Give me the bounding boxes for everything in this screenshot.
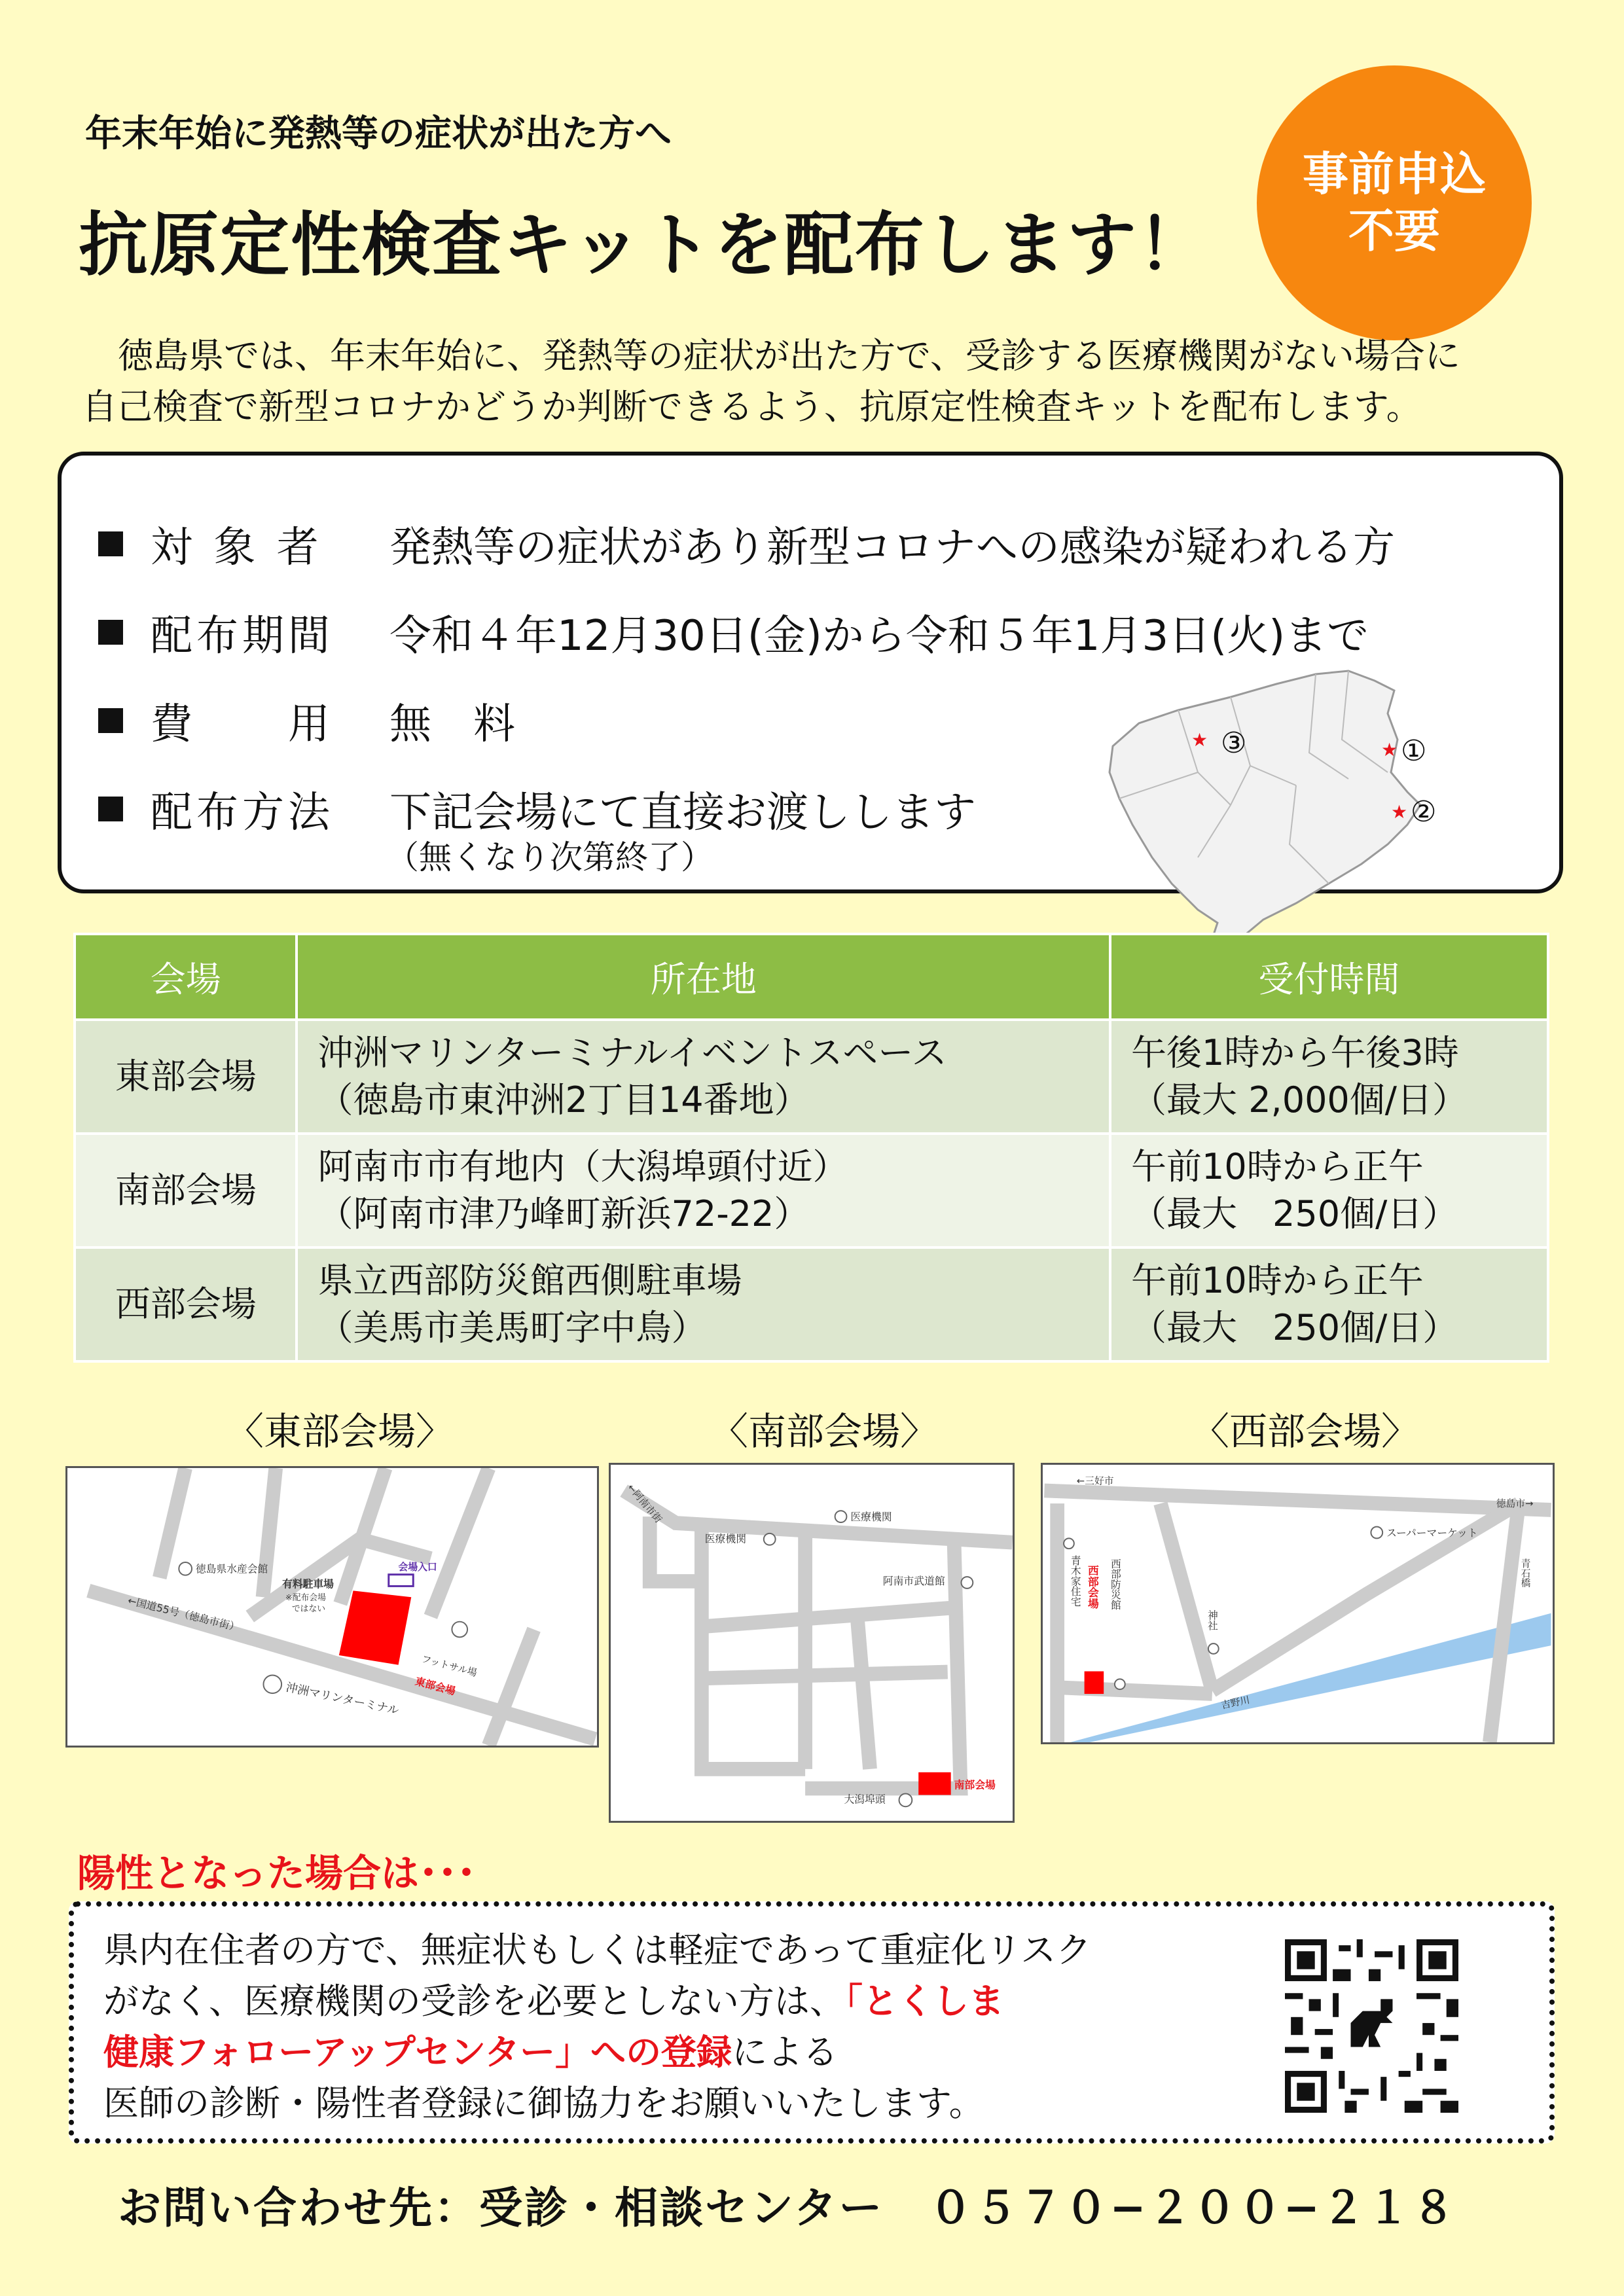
address-sub: （徳島市東沖洲2丁目14番地） [317,1079,810,1121]
map-title-east: 〈東部会場〉 [226,1409,454,1454]
venue-name: 南部会場 [75,1134,297,1247]
positive-heading: 陽性となった場合は･･･ [77,1851,477,1895]
capacity-line: （最大 250個/日） [1131,1193,1458,1234]
label-yoshino: 吉野川 [1219,1694,1251,1712]
label-venue-west: 西部会場 [1086,1564,1100,1609]
positive-line2-text: がなく、医療機関の受診を必要としない方は、 [103,1981,845,2022]
table-row [75,1247,1548,1361]
hours-line: 午前10時から正午 [1131,1146,1424,1187]
label-route55: ←国道55号（徳島市街） [126,1594,242,1634]
label-hospital1: 医療機関 [850,1511,892,1524]
header-hours: 受付時間 [1110,934,1548,1020]
positive-line3-text: による [732,2032,839,2073]
badge-line1: 事前申込 [1303,147,1486,201]
label-futsal: フットサル場 [420,1653,478,1679]
label-shrine: 神社 [1206,1609,1219,1631]
header-venue: 会場 [75,934,297,1020]
positive-text [103,1925,1282,2129]
venue-hours [1110,1247,1548,1361]
no-reservation-badge [1257,65,1532,340]
label-budokan: 阿南市武道館 [882,1574,945,1587]
positive-line3-highlight: 健康フォローアップセンター」への登録 [103,2032,732,2073]
positive-line3 [103,2027,1282,2078]
info-note: （無くなり次第終了） [386,838,713,876]
hours-line: 午前10時から正午 [1131,1260,1424,1301]
venue-address [297,1134,1110,1247]
info-label: 費 用 [151,700,334,749]
positive-line1: 県内在住者の方で、無症状もしくは軽症であって重症化リスク [103,1929,1092,1971]
info-row-method [98,779,976,839]
venue-hours [1110,1134,1548,1247]
label-suisan: 徳島県水産会館 [195,1562,268,1575]
entrance-marker [389,1575,413,1587]
label-aoki: 青木家住宅 [1069,1555,1082,1607]
table-row [75,1020,1548,1134]
address-sub: （美馬市美馬町字中鳥） [317,1307,707,1348]
map-title-west: 〈西部会場〉 [1191,1409,1420,1454]
label-pier: 大潟埠頭 [844,1793,886,1806]
label-parking: 有料駐車場 [282,1577,334,1590]
map-south [609,1463,1015,1823]
info-label: 配布方法 [151,789,334,837]
label-to-city: ←阿南市街 [625,1482,664,1526]
bullet-square-icon [98,531,123,556]
marker-star-icon: ★ [1381,739,1398,761]
venue-name: 東部会場 [75,1020,297,1134]
info-row-period [98,602,1369,662]
marker-label: ① [1401,734,1427,768]
positive-line2 [103,1976,1282,2027]
marker-star-icon: ★ [1391,801,1408,823]
label-parking-note2: ではない [291,1604,326,1614]
label-miyoshi: ←三好市 [1076,1475,1114,1487]
marker-star-icon: ★ [1191,729,1208,751]
venue-marker-east [339,1590,411,1664]
venue-marker-south [918,1772,950,1795]
prefecture-map [1100,661,1466,956]
label-aoishi: 青石橋 [1519,1558,1531,1588]
address-line: 沖洲マリンターミナルイベントスペース [317,1032,947,1073]
label-bousai: 西部防災館 [1109,1558,1122,1610]
address-line: 阿南市市有地内（大潟埠頭付近） [317,1146,848,1187]
positive-box [69,1901,1555,2144]
bullet-square-icon [98,620,123,645]
label-venue-east: 東部会場 [414,1674,458,1698]
intro-text [82,331,1555,433]
info-value: 下記会場にて直接お渡しします [389,789,976,837]
badge-line2: 不要 [1348,204,1440,258]
label-supermarket: スーパーマーケット [1386,1526,1478,1539]
venue-address [297,1247,1110,1361]
info-row-target [98,514,1395,574]
positive-line2-highlight: 「とくしま [844,1981,1004,2022]
info-row-cost [98,691,515,751]
bullet-square-icon [98,797,123,821]
info-label: 対 象 者 [151,524,323,572]
hours-line: 午後1時から午後3時 [1131,1032,1459,1073]
intro-line1: 徳島県では、年末年始に、発熱等の症状が出た方で、受診する医療機関がない場合に [118,335,1460,376]
intro-line2: 自己検査で新型コロナかどうか判断できるよう、抗原定性検査キットを配布します。 [82,386,1422,427]
positive-line4: 医師の診断・陽性者登録に御協力をお願いいたします。 [103,2083,984,2124]
venue-name: 西部会場 [75,1247,297,1361]
info-value: 無 料 [389,700,515,749]
page-title: 抗原定性検査キットを配布します！ [79,205,1208,285]
table-row [75,1134,1548,1247]
contact-info: お問い合わせ先：受診・相談センター ０５７０−２００−２１８ [118,2183,1457,2233]
marker-label: ② [1411,795,1437,829]
map-title-south: 〈南部会場〉 [710,1409,939,1454]
label-parking-note: ※配布会場 [285,1593,326,1604]
header-location: 所在地 [297,934,1110,1020]
capacity-line: （最大 2,000個/日） [1131,1079,1468,1121]
info-value: 令和４年12月30日(金)から令和５年1月3日(火)まで [389,612,1369,660]
address-sub: （阿南市津乃峰町新浜72-22） [317,1193,810,1234]
label-hospital2: 医療機関 [704,1532,747,1545]
info-value: 発熱等の症状があり新型コロナへの感染が疑われる方 [389,524,1395,572]
venue-hours [1110,1020,1548,1134]
label-tokushima: 徳島市→ [1496,1498,1534,1510]
capacity-line: （最大 250個/日） [1131,1307,1458,1348]
map-east [65,1466,599,1748]
qr-code[interactable] [1285,1939,1458,2113]
venue-marker-west [1085,1672,1104,1695]
venue-address [297,1020,1110,1134]
marker-label: ③ [1221,726,1247,760]
subtitle: 年末年始に発熱等の症状が出た方へ [85,113,672,155]
venue-table [73,933,1549,1363]
info-label: 配布期間 [151,612,334,660]
map-west [1041,1463,1555,1744]
label-entrance: 会場入口 [398,1561,437,1573]
label-venue-south: 南部会場 [954,1778,996,1791]
address-line: 県立西部防災館西側駐車場 [317,1260,742,1301]
label-terminal: 沖洲マリンターミナル [284,1681,401,1718]
bullet-square-icon [98,708,123,733]
